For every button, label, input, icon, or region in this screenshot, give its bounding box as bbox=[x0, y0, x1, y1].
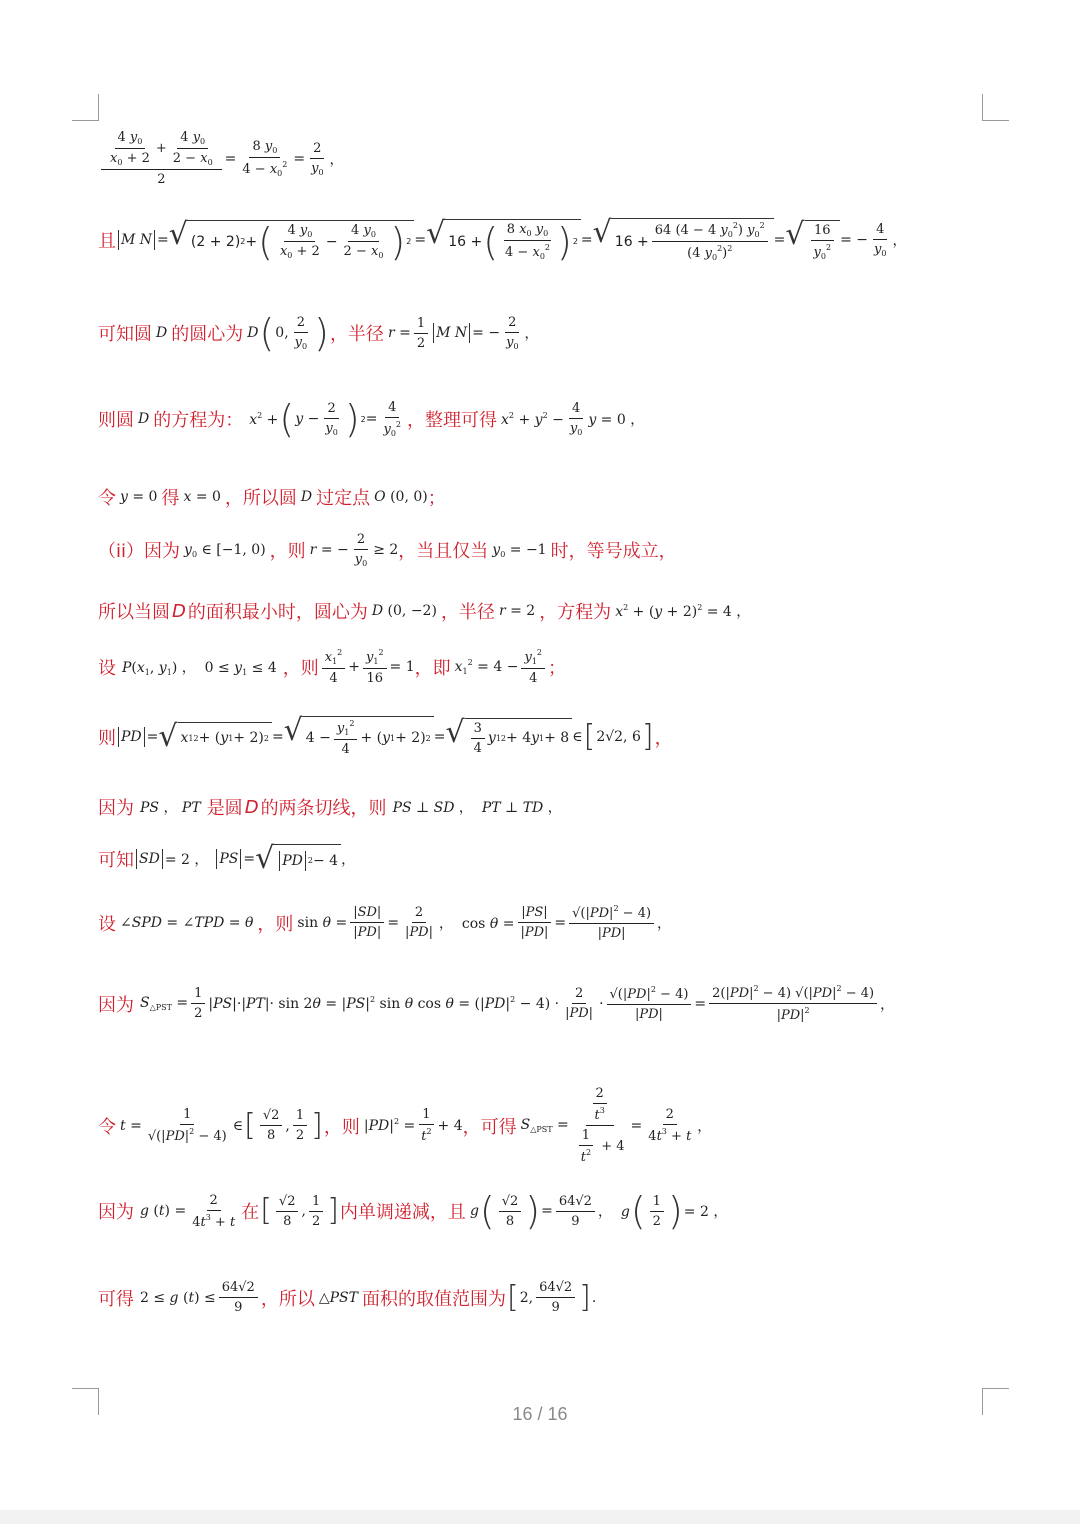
text-equality-holds: 时，等号成立， bbox=[550, 541, 677, 562]
page-number: 16 / 16 bbox=[512, 1404, 568, 1424]
text-then-pd-2: ，则 bbox=[323, 1116, 360, 1138]
text-line-conclusion: 可得 2 ≤ g (t) ≤ $\frac{64√2}{9}$ ，所以 △PST 面积的取值范围为 [ 2, $\frac{64√2}{9}$ ] . bbox=[98, 1279, 597, 1315]
crop-mark-top-left bbox=[72, 94, 99, 121]
text-know: 可知 bbox=[98, 850, 134, 871]
text-passes-point: 过定点 bbox=[316, 488, 371, 509]
text-then: ，则 bbox=[269, 541, 306, 562]
text-area-range: 面积的取值范围为 bbox=[361, 1288, 506, 1310]
formula-line-mn: 且 M N = √ (2 + 2) 2 + ( $\frac{4 y_0}{x_0 + 2}$ − $\frac{4 y_0}{2 - x_0}$ ) 2 = √ 16 + ( $\frac{8 x_0 y_0}{4 - x_0^2}$ ) 2 = √ 16 + $\frac{64 (4 - 4 y_0^2) y_0^2}{(4 y_0^2)^2}$ = √ $\frac{16}{y_0^2}$ = − $\frac{4}{y_0}$ ， bbox=[98, 215, 907, 264]
text-line-g: 因为 g (t) = $\frac{2}{4t^3 + t}$ 在 [ $\frac{√2}{8}$ , $\frac{1}{2}$ ] 内单调递减，且 g ( $\frac{√2}{8}$ ) = $\frac{64√2}{9}$ ， g ( $\frac{1}{2}$ ) = 2 ， bbox=[98, 1189, 728, 1233]
text-simplify: ，整理可得 bbox=[407, 410, 498, 431]
text-line-pd: 则 PD = √ x 1 2 + ( y 1 + 2) 2 = √ 4 − $\frac{y_1^2}{4}$ + ( y 1 + 2) 2 = √ $\frac{3}{4}$ y 1 2 + 4 y 1 + 8 ∈ [ 2√2, 6 ] ， bbox=[98, 713, 673, 757]
text-equation-is-2: ，方程为 bbox=[539, 602, 612, 623]
text-part-ii-because: （ii）因为 bbox=[98, 541, 181, 562]
text-because-g: 因为 bbox=[98, 1202, 134, 1223]
text-and: 且 bbox=[98, 231, 116, 252]
formula-line-1: $\frac{4 y_0}{x_0 + 2}$ + $\frac{4 y_0}{2 - x_0}$ 2 = $\frac{8 y_0}{4 - x_0^2}$ = $\frac{2}{y_0}$ ， bbox=[98, 130, 978, 187]
text-on: 在 bbox=[241, 1202, 260, 1223]
text-line-center: 可知圆 D 的圆心为 D ( 0, $\frac{2}{y_0}$ ) ，半径 r = $\frac{1}{2}$ M N = − $\frac{2}{y_0}$ ， bbox=[98, 311, 539, 355]
text-line-let-t: 令 t = $\frac{1}{√(|PD|^2 - 4)}$ ∈ [ $\frac{√2}{8}$ , $\frac{1}{2}$ ] ，则 $|PD|^2$ = $\frac{1}{t^2}$ + 4 ，可得 $S_{\triangle PST}$ = $\frac{2}{t^3}$ $\frac{1}{t^2}$ + 4 = $\frac{2}{4t^3 + t}$ ， bbox=[98, 1086, 712, 1165]
midpoint-fraction: $\frac{4 y_0}{x_0 + 2}$ + $\frac{4 y_0}{2 - x_0}$ 2 bbox=[101, 130, 222, 187]
text-center-is: 的圆心为 bbox=[171, 324, 244, 345]
text-so-when-circle: 所以当圆 bbox=[98, 602, 170, 623]
text-two-tangents: 的两条切线，则 bbox=[260, 798, 387, 819]
text-because-area: 因为 bbox=[98, 994, 134, 1016]
text-line-angle: 设 ∠SPD = ∠TPD = θ ，则 sin θ = $\frac{|SD|}{|PD|}$ = $\frac{2}{|PD|}$ ， cos θ = $\frac{|PS|}{|PD|}$ = $\frac{√(|PD|^2 - 4)}{|PD|}$ ， bbox=[98, 904, 672, 941]
crop-mark-top-right bbox=[982, 94, 1009, 121]
text-can-get-2: 可得 bbox=[98, 1288, 134, 1310]
text-then-pd: 则 bbox=[98, 727, 116, 749]
text-namely: ，即 bbox=[414, 658, 451, 679]
text-min-area-center: 的面积最小时，圆心为 bbox=[187, 602, 368, 623]
text-let: 令 bbox=[98, 488, 116, 509]
text-because-ps: 因为 bbox=[98, 798, 134, 819]
text-let-p: 设 bbox=[98, 658, 116, 679]
text-then-2: ，则 bbox=[282, 658, 319, 679]
text-monotone-decreasing: 内单调递减，且 bbox=[339, 1202, 466, 1223]
text-get: 得 bbox=[161, 488, 180, 509]
text-then-sin: ，则 bbox=[257, 913, 294, 935]
text-radius: ，半径 bbox=[329, 324, 384, 345]
text-can-get: ，可得 bbox=[462, 1116, 517, 1138]
text-equation-is: 的方程为： bbox=[153, 410, 244, 431]
text-then-circle: 则圆 bbox=[98, 410, 134, 431]
text-line-sd: 可知 SD = 2 ， PS = √ PD 2 − 4 ， bbox=[98, 841, 356, 876]
text-know-circle: 可知圆 bbox=[98, 324, 152, 345]
text-line-point-p: 设 $P(x_1$, $y_1$) ， $0 \le y_1 \le 4$ ，则 $\frac{x_1^2}{4}$ + $\frac{y_1^2}{16}$ = 1 ，即 $x_1^2 = 4$ − $\frac{y_1^2}{4}$ ； bbox=[98, 648, 566, 686]
text-line-tangents: 因为 PS ， PT 是圆 D 的两条切线，则 PS ⊥ SD ， PT ⊥ TD ， bbox=[98, 794, 978, 820]
text-so: ，所以 bbox=[260, 1288, 315, 1310]
text-let-t: 令 bbox=[98, 1116, 116, 1138]
text-iff: ，当且仅当 bbox=[398, 541, 489, 562]
text-so-circle: ，所以圆 bbox=[224, 488, 297, 509]
text-let-angle: 设 bbox=[98, 913, 116, 935]
text-tangent-of-circle: 是圆 bbox=[206, 798, 243, 819]
text-radius-2: ，半径 bbox=[440, 602, 495, 623]
text-line-part-ii: （ii）因为 $y_0$ ∈ [−1, 0) ，则 r = − $\frac{2}{y_0}$ ≥ 2 ，当且仅当 $y_0 = -1$ 时，等号成立， bbox=[98, 532, 677, 568]
text-line-fixed-point: 令 y = 0 得 x = 0 ，所以圆 D 过定点 O (0, 0) ； bbox=[98, 484, 978, 510]
text-line-min-area: 所以当圆 D 的面积最小时，圆心为 D (0, −2) ，半径 r = 2 ，方程为 $x^2 + (y + 2)^2 = 4$ ， bbox=[98, 598, 978, 624]
text-line-equation: 则圆 D 的方程为： $x^2$ + ( y − $\frac{2}{y_0}$ ) 2 = $\frac{4}{y_0^2}$ ，整理可得 $x^2 + y^2$ − $\frac{4}{y_0}$ y = 0 ， bbox=[98, 397, 645, 441]
text-line-area: 因为 $S_{\triangle PST}$ = $\frac{1}{2}$ $|PS|\cdot|PT|\cdot \sin 2\theta = |PS|^2$ sin θ $\cos \theta = (|PD|^2 - 4)$ · $\frac{2}{|PD|}$ · $\frac{√(|PD|^2 - 4)}{|PD|}$ = $\frac{2(|PD|^2 - 4) √(|PD|^2 - 4)}{|PD|^2}$ ， bbox=[98, 984, 895, 1023]
